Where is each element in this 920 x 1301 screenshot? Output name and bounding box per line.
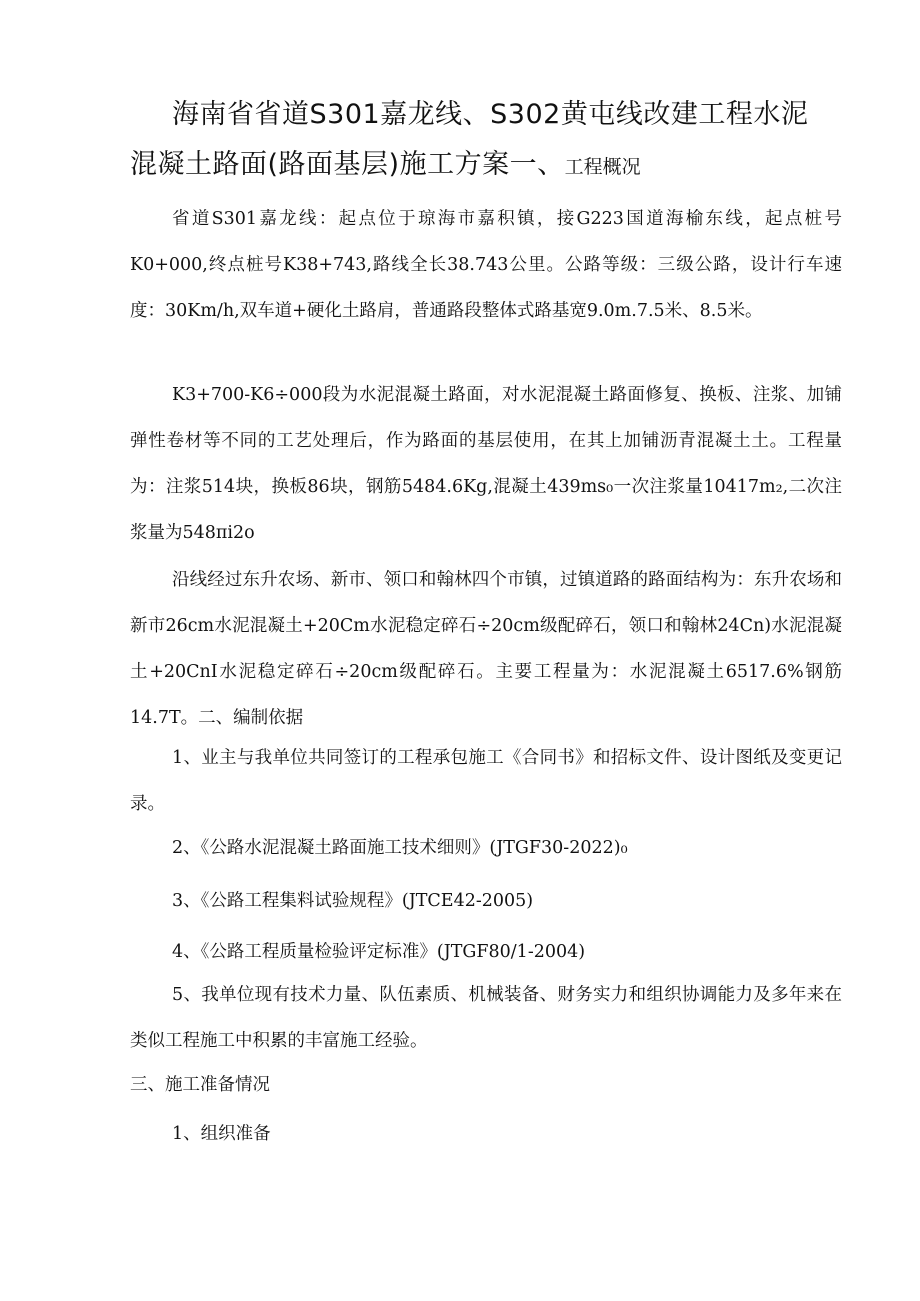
- basis-item-1: 1、业主与我单位共同签订的工程承包施工《合同书》和招标文件、设计图纸及变更记录。: [130, 748, 842, 814]
- section-heading-preparation: 三、施工准备情况: [130, 1075, 270, 1095]
- basis-item-5: 5、我单位现有技术力量、队伍素质、机械装备、财务实力和组织协调能力及多年来在类似工程施工中积累的丰富施工经验。: [130, 985, 842, 1051]
- basis-item-4: 4、《公路工程质量检验评定标准》(JTGF80/1-2004): [172, 942, 586, 962]
- paragraph-towns-structure: 沿线经过东升农场、新市、领口和翰林四个市镇，过镇道路的路面结构为：东升农场和新市26cm水泥混凝土+20Cm水泥稳定碎石÷20cm级配碎石，领口和翰林24Cn)水泥混凝土+20CnI水泥稳定碎石÷20cm级配碎石。主要工程量为：水泥混凝土6517.6%钢筋14.7T。二、编制依据: [130, 570, 842, 728]
- section-heading-overview: 工程概况: [564, 156, 641, 178]
- document-title: [130, 90, 830, 192]
- paragraph-k3-section: K3+700-K6÷000段为水泥混凝土路面，对水泥混凝土路面修复、换板、注浆、加铺弹性卷材等不同的工艺处理后，作为路面的基层使用，在其上加铺沥青混凝土土。工程量为：注浆514块，换板86块，钢筋5484.6Kg,混凝土439ms₀一次注浆量10417m₂,二次注浆量为548πi2o: [130, 385, 842, 543]
- paragraph-route-s301: 省道S301嘉龙线：起点位于琼海市嘉积镇，接G223国道海榆东线，起点桩号K0+000,终点桩号K38+743,路线全长38.743公里。公路等级：三级公路，设计行车速度：30Km/h,双车道+硬化土路肩，普通路段整体式路基宽9.0m.7.5米、8.5米。: [130, 209, 842, 321]
- basis-item-2: 2、《公路水泥混凝土路面施工技术细则》(JTGF30-2022)₀: [172, 838, 628, 858]
- title-main: 海南省省道S301嘉龙线、S302黄屯线改建工程水泥混凝土路面(路面基层)施工方案一、: [130, 99, 809, 180]
- subsection-heading-organization: 1、组织准备: [172, 1124, 271, 1144]
- basis-item-3: 3、《公路工程集料试验规程》(JTCE42-2005): [172, 891, 534, 911]
